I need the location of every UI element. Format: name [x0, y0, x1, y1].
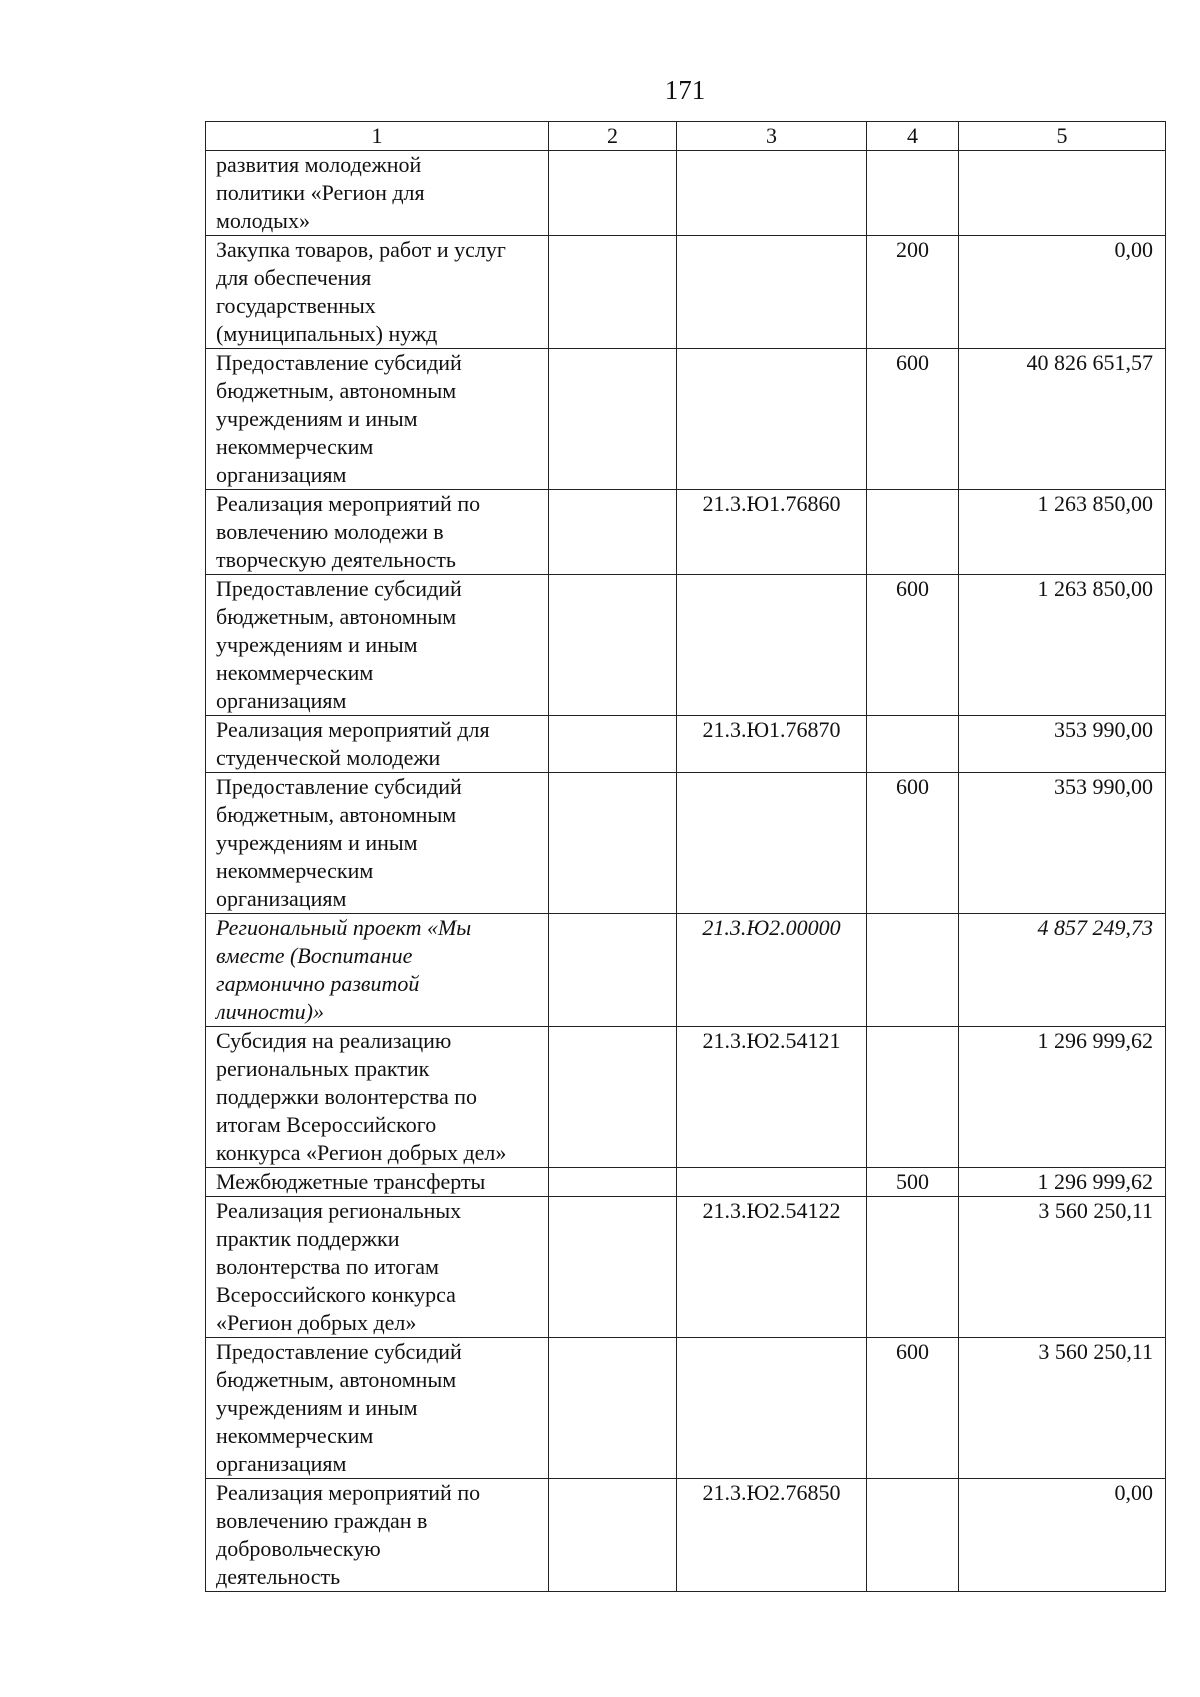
- table-row: [206, 1197, 1166, 1338]
- row-name: Предоставление субсидий бюджетным, автономным учреждениям и иным некоммерческим организациям: [206, 1338, 549, 1479]
- row-code: [677, 349, 867, 490]
- row-col2: [549, 1168, 677, 1197]
- row-col2: [549, 773, 677, 914]
- row-code: 21.3.Ю2.00000: [677, 914, 867, 1027]
- table-row: [206, 914, 1166, 1027]
- row-code: [677, 1168, 867, 1197]
- table-row: [206, 349, 1166, 490]
- row-name: Межбюджетные трансферты: [206, 1168, 549, 1197]
- table-row: [206, 236, 1166, 349]
- row-name: Реализация мероприятий для студенческой молодежи: [206, 716, 549, 773]
- row-col2: [549, 716, 677, 773]
- row-name: Региональный проект «Мы вместе (Воспитание гармонично развитой личности)»: [206, 914, 549, 1027]
- row-code: [677, 151, 867, 236]
- row-amount: 353 990,00: [959, 773, 1166, 914]
- column-header: 1: [206, 122, 549, 151]
- page-number: 171: [664, 75, 706, 105]
- row-amount: 0,00: [959, 236, 1166, 349]
- row-col2: [549, 236, 677, 349]
- row-code: [677, 1338, 867, 1479]
- header-row: [206, 122, 1166, 151]
- row-amount: 0,00: [959, 1479, 1166, 1592]
- row-code: [677, 236, 867, 349]
- row-type: 600: [867, 349, 959, 490]
- table-row: [206, 1338, 1166, 1479]
- row-type: [867, 1027, 959, 1168]
- row-col2: [549, 575, 677, 716]
- row-code: 21.3.Ю2.54121: [677, 1027, 867, 1168]
- table-row: [206, 1168, 1166, 1197]
- table-row: [206, 773, 1166, 914]
- row-type: [867, 914, 959, 1027]
- row-name: Предоставление субсидий бюджетным, автономным учреждениям и иным некоммерческим организациям: [206, 575, 549, 716]
- row-type: 500: [867, 1168, 959, 1197]
- row-type: [867, 1479, 959, 1592]
- row-amount: 4 857 249,73: [959, 914, 1166, 1027]
- row-name: Предоставление субсидий бюджетным, автономным учреждениям и иным некоммерческим организациям: [206, 349, 549, 490]
- row-col2: [549, 490, 677, 575]
- row-type: [867, 1197, 959, 1338]
- row-amount: [959, 151, 1166, 236]
- row-amount: 353 990,00: [959, 716, 1166, 773]
- row-code: [677, 773, 867, 914]
- row-name: развития молодежной политики «Регион для молодых»: [206, 151, 549, 236]
- row-name: Реализация мероприятий по вовлечению молодежи в творческую деятельность: [206, 490, 549, 575]
- table-row: [206, 490, 1166, 575]
- row-name: Субсидия на реализацию региональных практик поддержки волонтерства по итогам Всероссийского конкурса «Регион добрых дел»: [206, 1027, 549, 1168]
- row-col2: [549, 151, 677, 236]
- row-amount: 1 263 850,00: [959, 575, 1166, 716]
- column-header: 4: [867, 122, 959, 151]
- column-header: 3: [677, 122, 867, 151]
- column-header: 5: [959, 122, 1166, 151]
- row-amount: 1 296 999,62: [959, 1168, 1166, 1197]
- row-type: [867, 151, 959, 236]
- row-amount: 3 560 250,11: [959, 1197, 1166, 1338]
- row-code: 21.3.Ю1.76870: [677, 716, 867, 773]
- table-row: [206, 1479, 1166, 1592]
- row-col2: [549, 1338, 677, 1479]
- row-name: Реализация мероприятий по вовлечению граждан в добровольческую деятельность: [206, 1479, 549, 1592]
- row-col2: [549, 1479, 677, 1592]
- row-amount: 3 560 250,11: [959, 1338, 1166, 1479]
- row-name: Реализация региональных практик поддержки волонтерства по итогам Всероссийского конкурса «Регион добрых дел»: [206, 1197, 549, 1338]
- row-code: 21.3.Ю2.76850: [677, 1479, 867, 1592]
- row-col2: [549, 1027, 677, 1168]
- row-type: 600: [867, 773, 959, 914]
- budget-table: [205, 121, 1166, 1592]
- row-col2: [549, 914, 677, 1027]
- row-amount: 1 263 850,00: [959, 490, 1166, 575]
- row-amount: 40 826 651,57: [959, 349, 1166, 490]
- table-row: [206, 575, 1166, 716]
- row-amount: 1 296 999,62: [959, 1027, 1166, 1168]
- row-name: Закупка товаров, работ и услуг для обеспечения государственных (муниципальных) нужд: [206, 236, 549, 349]
- row-col2: [549, 1197, 677, 1338]
- table-row: [206, 1027, 1166, 1168]
- table-row: [206, 716, 1166, 773]
- row-type: [867, 490, 959, 575]
- row-name: Предоставление субсидий бюджетным, автономным учреждениям и иным некоммерческим организациям: [206, 773, 549, 914]
- row-code: 21.3.Ю2.54122: [677, 1197, 867, 1338]
- column-header: 2: [549, 122, 677, 151]
- row-type: 600: [867, 575, 959, 716]
- row-code: [677, 575, 867, 716]
- row-col2: [549, 349, 677, 490]
- table-row: [206, 151, 1166, 236]
- row-type: [867, 716, 959, 773]
- row-type: 600: [867, 1338, 959, 1479]
- row-code: 21.3.Ю1.76860: [677, 490, 867, 575]
- row-type: 200: [867, 236, 959, 349]
